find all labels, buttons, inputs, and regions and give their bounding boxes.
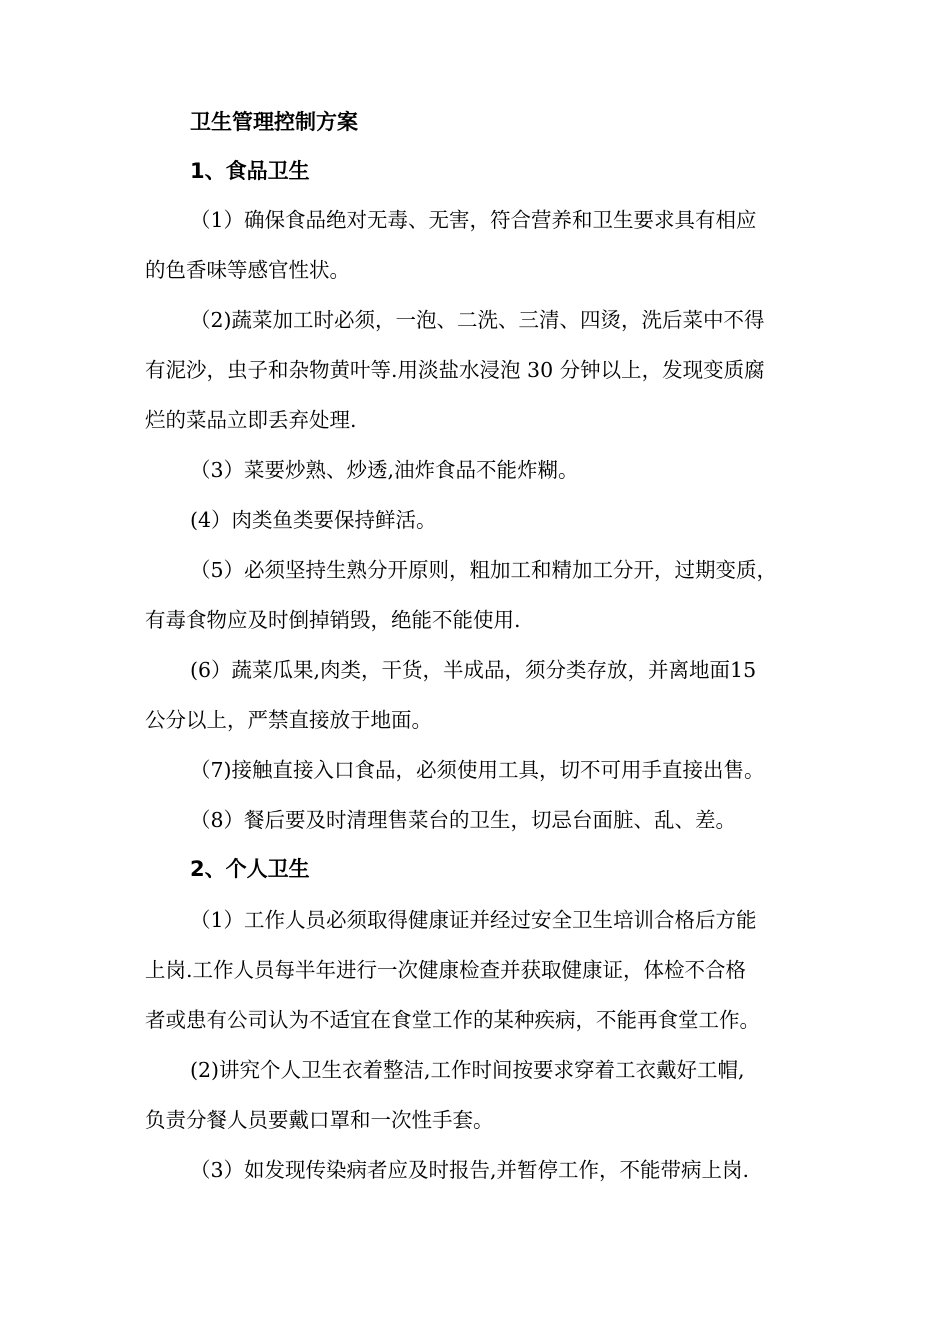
document-title: 卫生管理控制方案 [190,110,358,134]
section-heading-food-hygiene: 1、食品卫生 [190,159,310,183]
paragraph-line: （8）餐后要及时清理售菜台的卫生，切忌台面脏、乱、差。 [190,808,737,832]
paragraph-line: (2)讲究个人卫生衣着整洁,工作时间按要求穿着工衣戴好工帽, [190,1058,745,1082]
paragraph-line: （3）如发现传染病者应及时报告,并暂停工作，不能带病上岗. [190,1158,750,1182]
paragraph-line: （5）必须坚持生熟分开原则，粗加工和精加工分开，过期变质， [190,558,778,582]
paragraph-line: (4）肉类鱼类要保持鲜活。 [190,508,437,532]
paragraph-line: 负责分餐人员要戴口罩和一次性手套。 [145,1108,494,1132]
paragraph-line: （1）工作人员必须取得健康证并经过安全卫生培训合格后方能 [190,908,757,932]
paragraph-line: 烂的菜品立即丢弃处理. [145,408,357,432]
paragraph-line: (6）蔬菜瓜果,肉类，干货，半成品，须分类存放，并离地面15 [190,658,757,682]
section-heading-personal-hygiene: 2、个人卫生 [190,857,310,881]
paragraph-line: （2)蔬菜加工时必须，一泡、二洗、三清、四烫，洗后菜中不得 [190,308,765,332]
paragraph-line: 上岗.工作人员每半年进行一次健康检查并获取健康证，体检不合格 [145,958,747,982]
paragraph-line: （7)接触直接入口食品，必须使用工具，切不可用手直接出售。 [190,758,765,782]
paragraph-line: （1）确保食品绝对无毒、无害，符合营养和卫生要求具有相应 [190,208,757,232]
paragraph-line: 有泥沙，虫子和杂物黄叶等.用淡盐水浸泡 30 分钟以上，发现变质腐 [145,358,765,382]
paragraph-line: 的色香味等感官性状。 [145,258,350,282]
paragraph-line: 者或患有公司认为不适宜在食堂工作的某种疾病，不能再食堂工作。 [145,1008,760,1032]
paragraph-line: （3）菜要炒熟、炒透,油炸食品不能炸糊。 [190,458,579,482]
paragraph-line: 有毒食物应及时倒掉销毁，绝能不能使用. [145,608,521,632]
paragraph-line: 公分以上，严禁直接放于地面。 [145,708,432,732]
